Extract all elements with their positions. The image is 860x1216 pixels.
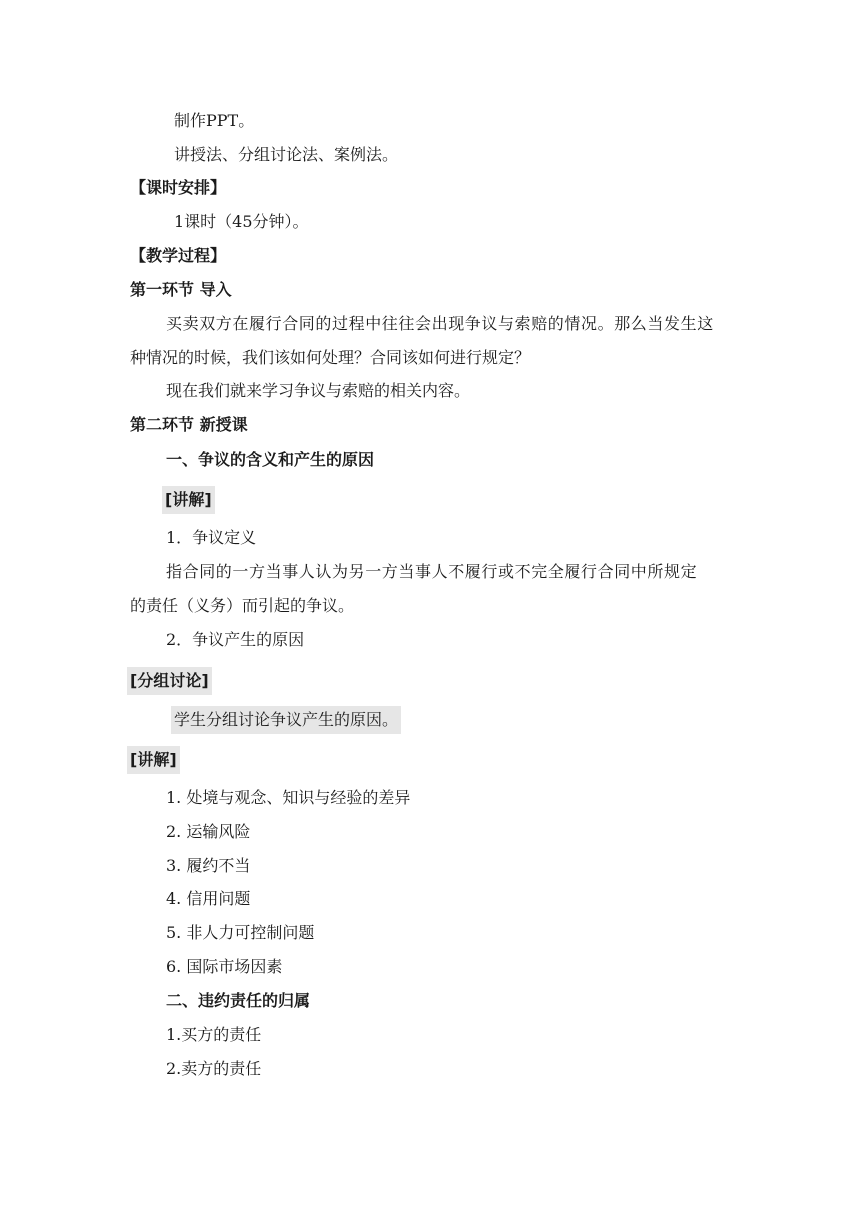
heading-section-1: 第一环节 导入 [130,280,232,299]
heading-teaching-process: 【教学过程】 [130,246,227,265]
reason-item: 4. 信用问题 [166,889,251,908]
line-duration: 1课时（45分钟）。 [174,212,309,231]
paragraph-3-line-1: 指合同的一方当事人认为另一方当事人不履行或不完全履行合同中所规定 [166,562,698,581]
paragraph-1-line-1: 买卖双方在履行合同的过程中往往会出现争议与索赔的情况。那么当发生这 [166,314,714,333]
paragraph-2: 现在我们就来学习争议与索赔的相关内容。 [166,381,471,400]
reason-item: 1. 处境与观念、知识与经验的差异 [166,788,411,807]
heading-class-schedule: 【课时安排】 [130,178,227,197]
item-definition: 1．争议定义 [166,528,257,547]
line-make-ppt: 制作PPT。 [174,111,255,130]
item-buyer-responsibility: 1.买方的责任 [166,1025,262,1044]
tag-group-discussion: [分组讨论] [127,667,212,695]
paragraph-3-line-2: 的责任（义务）而引起的争议。 [130,596,355,615]
tag-explanation-2: [讲解] [127,746,180,774]
reason-item: 5. 非人力可控制问题 [166,923,315,942]
heading-part-1: 一、争议的含义和产生的原因 [166,450,375,469]
heading-part-2: 二、违约责任的归属 [166,991,311,1010]
reason-item: 3. 履约不当 [166,856,251,875]
discussion-text: 学生分组讨论争议产生的原因。 [171,706,401,734]
paragraph-1-line-2: 种情况的时候，我们该如何处理？合同该如何进行规定？ [130,348,531,367]
line-methods: 讲授法、分组讨论法、案例法。 [174,145,399,164]
item-seller-responsibility: 2.卖方的责任 [166,1059,262,1078]
tag-explanation-1: [讲解] [162,486,215,514]
heading-section-2: 第二环节 新授课 [130,415,248,434]
reason-item: 2. 运输风险 [166,822,251,841]
reason-item: 6. 国际市场因素 [166,957,283,976]
item-cause: 2．争议产生的原因 [166,630,305,649]
